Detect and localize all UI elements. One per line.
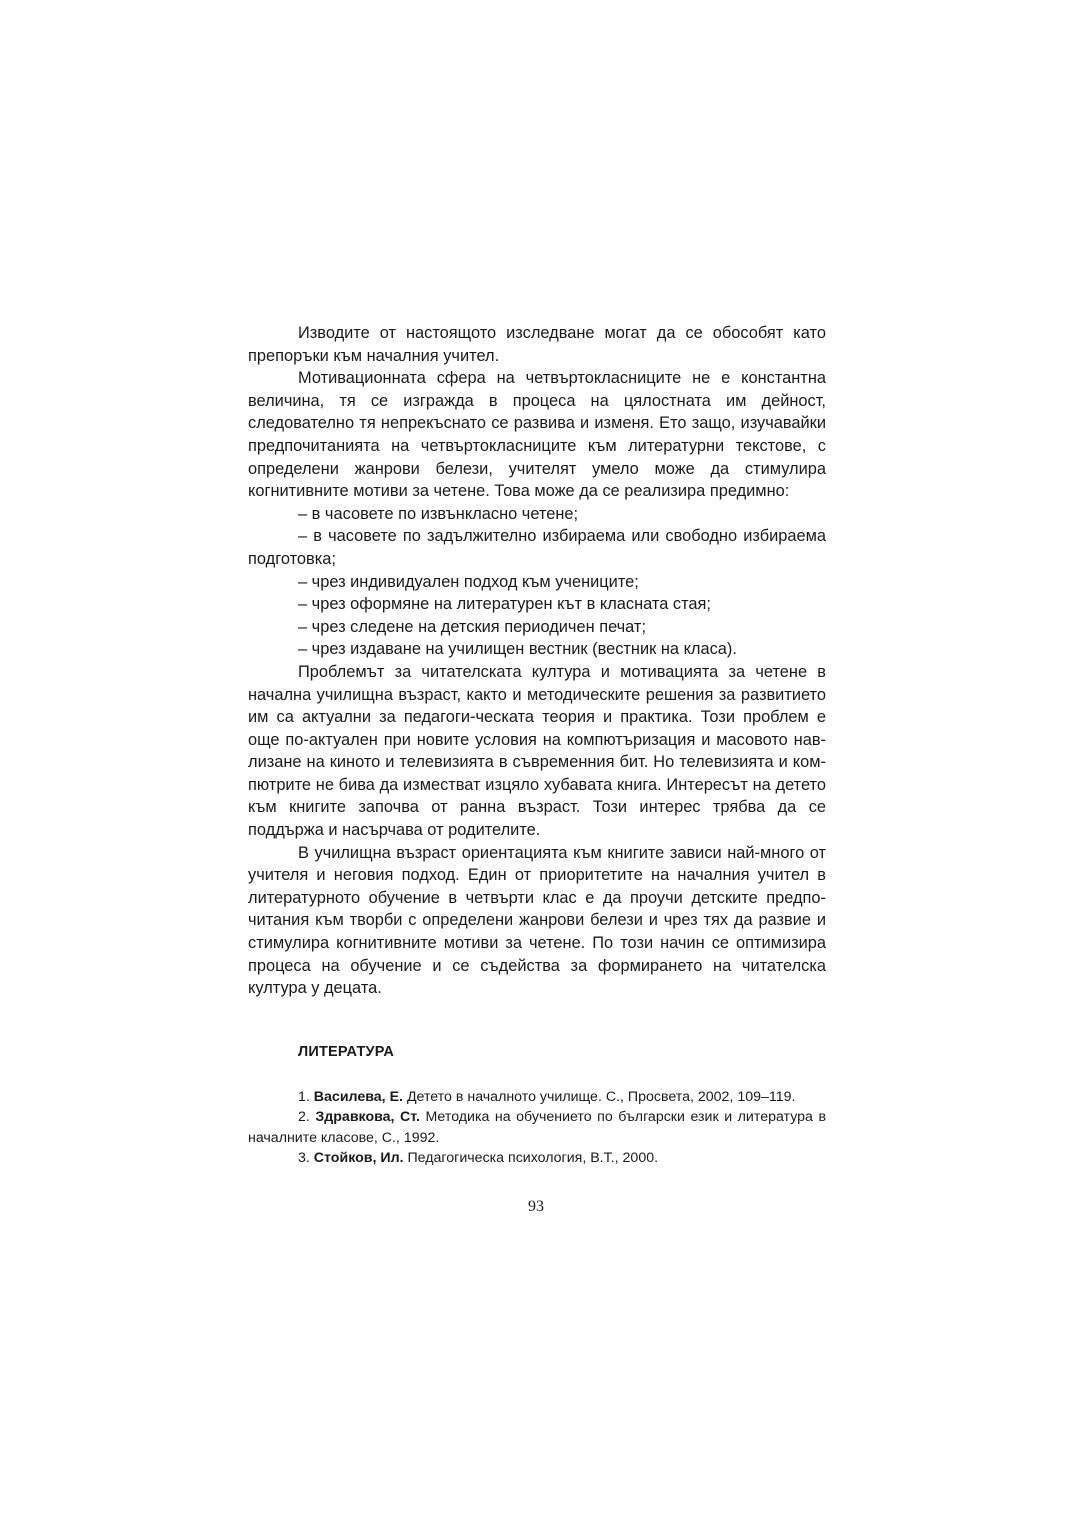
entry-author: Стойков, Ил. <box>313 1150 404 1167</box>
entry-number: 1. <box>298 1088 310 1105</box>
bibliography-entry <box>248 1148 826 1168</box>
list-item-school-newspaper: – чрез издаване на училищен вестник (вестник на класа). <box>298 640 737 659</box>
paragraph-school-age: В училищна възраст ориентацията към книгите зависи най-много от учителя и неговия подход. Един от приоритетите на началния учител в литературното обучение в четвърти клас е да проучи детските предпочитания към творби с определени жанрови белези и чрез тях да развие и стимулира когнитивните мотиви за четене. По този начин се оптимизира процеса на обучение и се съдейства за формирането на читателска култура у децата. <box>248 843 826 998</box>
list-item-individual-approach: – чрез индивидуален подход към учениците; <box>298 572 639 591</box>
list-item-extracurricular: – в часовете по извънкласно четене; <box>298 504 579 523</box>
page-number: 93 <box>528 1198 544 1215</box>
entry-number: 3. <box>298 1150 310 1167</box>
bibliography-entry <box>248 1087 826 1107</box>
entry-number: 2. <box>298 1109 310 1126</box>
paragraph-reading-culture: Проблемът за читателската култура и мотивацията за четене в начална училищна възраст, както и методическите решения за развитието им са актуални за педагоги-ческата теория и практика. Този проблем е още по-актуален при новите условия на компютъризация и масовото навлизане на киното и телевизията в съвременния бит. Но телевизията и компютрите не бива да изместват изцяло хубавата книга. Интересът на детето към книгите започва от ранна възраст. Този интерес трябва да се поддържа и насърчава от родителите. <box>248 662 826 840</box>
entry-text: Педагогическа психология, В.Т., 2000. <box>407 1150 659 1167</box>
entry-author: Василева, Е. <box>313 1088 403 1105</box>
paragraph-motivation-sphere: Мотивационната сфера на четвъртокласниците не е константна величина, тя се изгражда в процеса на цялостната им дейност, следователно тя непрекъснато се развива и изменя. Ето защо, изучавайки предпочитанията на четвъртокласниците към литературни текстове, с определени жанрови белези, учителят умело може да стимулира когнитивните мотиви за четене. Това може да се реализира предимно: <box>248 369 826 501</box>
body-text <box>248 322 826 1000</box>
list-item-periodicals: – чрез следене на детския периодичен печат; <box>298 617 646 636</box>
list-item-literary-corner: – чрез оформяне на литературен кът в класната стая; <box>298 595 711 614</box>
bibliography-heading: ЛИТЕРАТУРА <box>298 1043 395 1060</box>
entry-author: Здравкова, Ст. <box>315 1109 420 1126</box>
bibliography-list <box>248 1087 826 1169</box>
list-item-elective: – в часовете по задължително избираема или свободно избираема подготовка; <box>248 527 826 568</box>
entry-text: Детето в началното училище. С., Просвета, 2002, 109–119. <box>406 1088 796 1105</box>
bibliography-entry <box>248 1107 826 1148</box>
entry-text: Методика на обучението по български език и литература в началните класове, С., 1992. <box>248 1109 826 1146</box>
page-content <box>248 322 826 1168</box>
paragraph-conclusions-intro: Изводите от настоящото изследване могат да се обособят като препоръки към началния учител. <box>248 324 826 365</box>
